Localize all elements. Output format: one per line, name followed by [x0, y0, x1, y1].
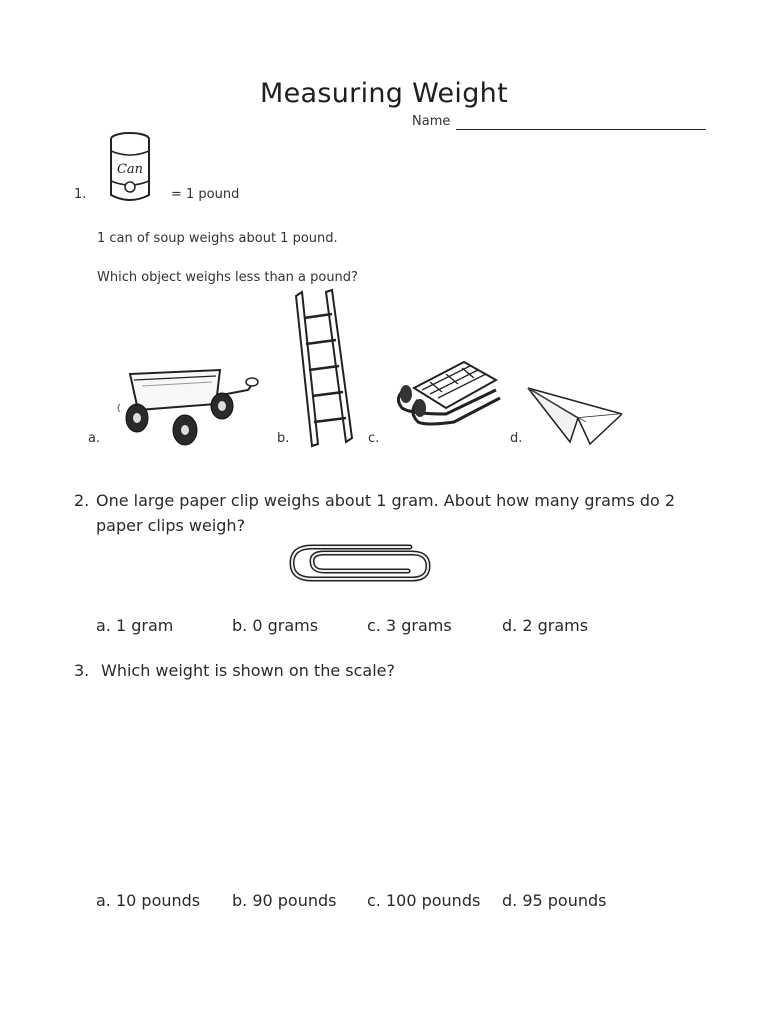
choice-letter-d[interactable]: d. — [510, 431, 523, 446]
name-field-line[interactable] — [456, 129, 706, 130]
name-label: Name — [412, 114, 451, 129]
q2-choice-d[interactable]: d. 2 grams — [502, 616, 589, 635]
question-2-number: 2. — [74, 491, 90, 510]
can-label: Can — [116, 162, 144, 177]
paper-airplane-icon — [526, 384, 624, 448]
choice-letter-c[interactable]: c. — [368, 431, 380, 446]
paper-clip-icon — [286, 539, 434, 585]
soup-can-icon — [106, 131, 154, 205]
question-3-number: 3. — [74, 661, 90, 680]
q2-choice-b[interactable]: b. 0 grams — [232, 616, 319, 635]
ladder-icon — [292, 288, 358, 448]
question-1-prompt: Which object weighs less than a pound? — [97, 270, 358, 285]
question-1-number: 1. — [74, 187, 87, 202]
question-3-prompt: Which weight is shown on the scale? — [101, 661, 395, 680]
question-1-equation: = 1 pound — [171, 187, 240, 202]
choice-letter-b[interactable]: b. — [277, 431, 290, 446]
q3-choice-a[interactable]: a. 10 pounds — [96, 891, 201, 910]
q3-choice-d[interactable]: d. 95 pounds — [502, 891, 607, 910]
q3-choice-c[interactable]: c. 100 pounds — [367, 891, 481, 910]
question-2-text-line-2: paper clips weigh? — [96, 516, 246, 535]
wagon-icon — [112, 362, 260, 450]
question-2-text-line-1: One large paper clip weighs about 1 gram. About how many grams do 2 — [96, 491, 676, 510]
q2-choice-a[interactable]: a. 1 gram — [96, 616, 174, 635]
q3-choice-b[interactable]: b. 90 pounds — [232, 891, 337, 910]
choice-letter-a[interactable]: a. — [88, 431, 101, 446]
page-title: Measuring Weight — [260, 78, 508, 109]
sled-icon — [394, 360, 502, 430]
question-1-statement: 1 can of soup weighs about 1 pound. — [97, 231, 338, 246]
q2-choice-c[interactable]: c. 3 grams — [367, 616, 452, 635]
